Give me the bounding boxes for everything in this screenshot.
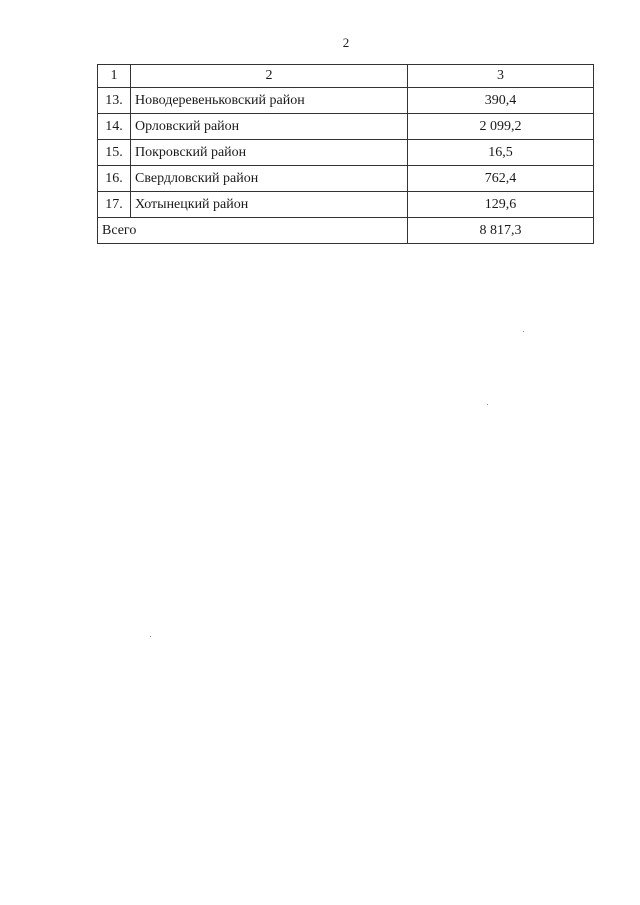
district-value: 762,4 bbox=[408, 166, 594, 192]
district-name: Покровский район bbox=[131, 140, 408, 166]
district-name: Новодеревеньковский район bbox=[131, 88, 408, 114]
row-number: 13. bbox=[98, 88, 131, 114]
district-table bbox=[97, 64, 594, 244]
total-label: Всего bbox=[98, 218, 408, 244]
header-col-1: 1 bbox=[98, 65, 131, 88]
scan-speck bbox=[487, 404, 488, 405]
district-value: 129,6 bbox=[408, 192, 594, 218]
header-col-3: 3 bbox=[408, 65, 594, 88]
table-row bbox=[98, 166, 594, 192]
row-number: 17. bbox=[98, 192, 131, 218]
total-value: 8 817,3 bbox=[408, 218, 594, 244]
table-header-row bbox=[98, 65, 594, 88]
row-number: 14. bbox=[98, 114, 131, 140]
total-row bbox=[98, 218, 594, 244]
table-row bbox=[98, 192, 594, 218]
row-number: 15. bbox=[98, 140, 131, 166]
table-row bbox=[98, 140, 594, 166]
scan-speck bbox=[523, 331, 524, 332]
district-value: 2 099,2 bbox=[408, 114, 594, 140]
table-row bbox=[98, 88, 594, 114]
district-name: Свердловский район bbox=[131, 166, 408, 192]
row-number: 16. bbox=[98, 166, 131, 192]
district-value: 390,4 bbox=[408, 88, 594, 114]
table-row bbox=[98, 114, 594, 140]
district-name: Орловский район bbox=[131, 114, 408, 140]
page-number: 2 bbox=[342, 35, 350, 50]
scan-speck bbox=[150, 636, 151, 637]
district-name: Хотынецкий район bbox=[131, 192, 408, 218]
district-value: 16,5 bbox=[408, 140, 594, 166]
header-col-2: 2 bbox=[131, 65, 408, 88]
